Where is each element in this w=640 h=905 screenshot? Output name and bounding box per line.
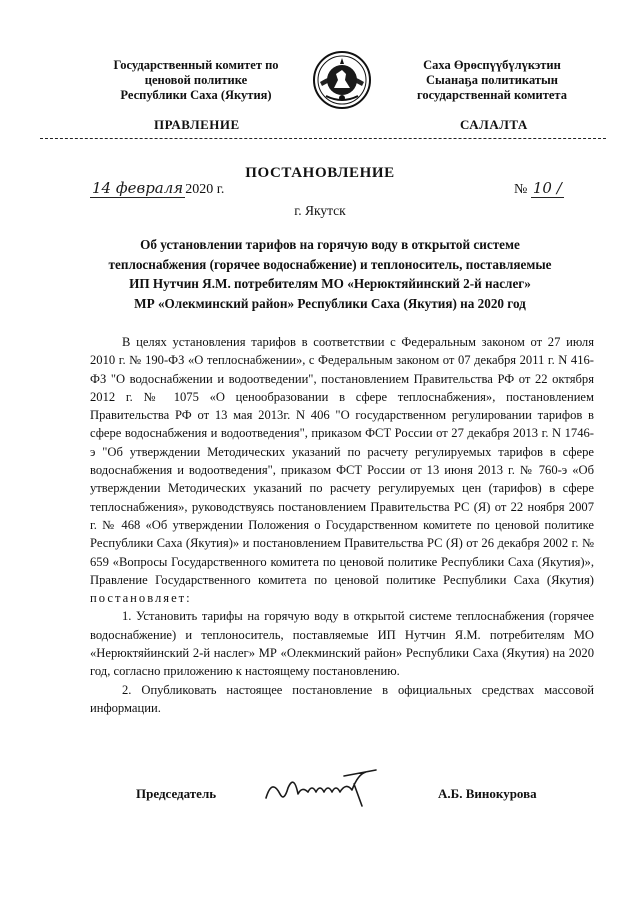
org-name-line: Саха Өрөспүүбүлүкэтин <box>423 58 561 72</box>
preamble-paragraph <box>90 333 594 607</box>
subject-line: ИП Нутчин Я.М. потребителям МО «Нерюктяйинский 2-й наслег» <box>129 276 531 291</box>
org-name-line: государственнай комитета <box>417 88 567 102</box>
org-name-russian <box>96 58 296 103</box>
number-prefix: № <box>514 182 528 197</box>
document-body <box>90 333 594 717</box>
coat-of-arms-emblem-icon <box>312 50 372 110</box>
department-label-yakut: САЛАЛТА <box>460 117 528 132</box>
document-type-title: ПОСТАНОВЛЕНИЕ <box>245 165 395 181</box>
org-name-line: Сыанаҕа политикатын <box>426 73 558 87</box>
org-name-line: ценовой политике <box>144 73 248 87</box>
header-divider <box>40 138 606 139</box>
handwritten-signature-icon <box>258 764 388 810</box>
handwritten-date: 14 февраля <box>92 179 184 197</box>
handwritten-number: 10 / <box>532 179 562 197</box>
signatory-role: Председатель <box>136 786 217 801</box>
org-name-line: Республики Саха (Якутия) <box>120 88 272 102</box>
subject-line: теплоснабжения (горячее водоснабжение) и теплоноситель, поставляемые <box>108 256 552 272</box>
signatory-name: А.Б. Винокурова <box>438 786 537 801</box>
document-subject <box>105 235 555 313</box>
document-number <box>514 179 564 198</box>
department-label-russian: ПРАВЛЕНИЕ <box>154 117 240 132</box>
org-name-line: Государственный комитет по <box>113 58 279 72</box>
subject-line: МР «Олекминский район» Республики Саха (Якутия) на 2020 год <box>134 295 526 311</box>
decree-word: постановляет: <box>90 591 192 606</box>
document-date <box>90 179 224 198</box>
org-name-yakut <box>388 58 596 103</box>
preamble-text: В целях установления тарифов в соответствии с Федеральным законом от 27 июля 2010 г. № 190-ФЗ «О теплоснабжении», с Федеральным законом от 07 декабря 2011 г. N 416-ФЗ "О водоснабжении и водоотведении", постановлением Правительства РФ от 22 октября 2012 г. № 1075 «О ценообразовании в сфере теплоснабжения», постановлением Правительства РФ от 13 мая 2013г. N 406 "О государственном регулировании тарифов в сфере водоснабжения и водоотведения", приказом ФСТ России от 27 декабря 2013 г. N 1746-э "Об утверждении Методических указаний по расчету регулируемых тарифов в сфере водоснабжения и водоотведения", приказом ФСТ России от 13 июня 2013 г. № 760-э «Об утверждении Методических указаний по расчету регулируемых цен (тарифов) в сфере теплоснабжения», руководствуясь постановлением Правительства РС (Я) от 22 ноября 2007 г. № 468 «Об утверждении Положения о Государственном комитете по ценовой политике Республики Саха (Якутия)» и постановлением Правительства РС (Я) от 26 декабря 2002 г. № 659 «Вопросы Государственного комитета по ценовой политике Республики Саха (Якутия)», Правление Государственного комитета по ценовой политике Республики Саха (Якутия) <box>90 335 594 587</box>
decree-item-2: 2. Опубликовать настоящее постановление в официальных средствах массовой информации. <box>90 682 594 715</box>
decree-item-1: 1. Установить тарифы на горячую воду в открытой системе теплоснабжения (горячее водоснабжение) и теплоноситель, поставляемые ИП Нутчин Я.М. потребителям МО «Нерюктяйинский 2-й наслег» МР «Олекминский район» Республики Саха (Якутия) на 2020 год, согласно приложению к настоящему постановлению. <box>90 609 594 679</box>
date-year: 2020 г. <box>185 182 225 197</box>
document-city: г. Якутск <box>294 203 346 218</box>
subject-line: Об установлении тарифов на горячую воду в открытой системе <box>140 237 520 252</box>
